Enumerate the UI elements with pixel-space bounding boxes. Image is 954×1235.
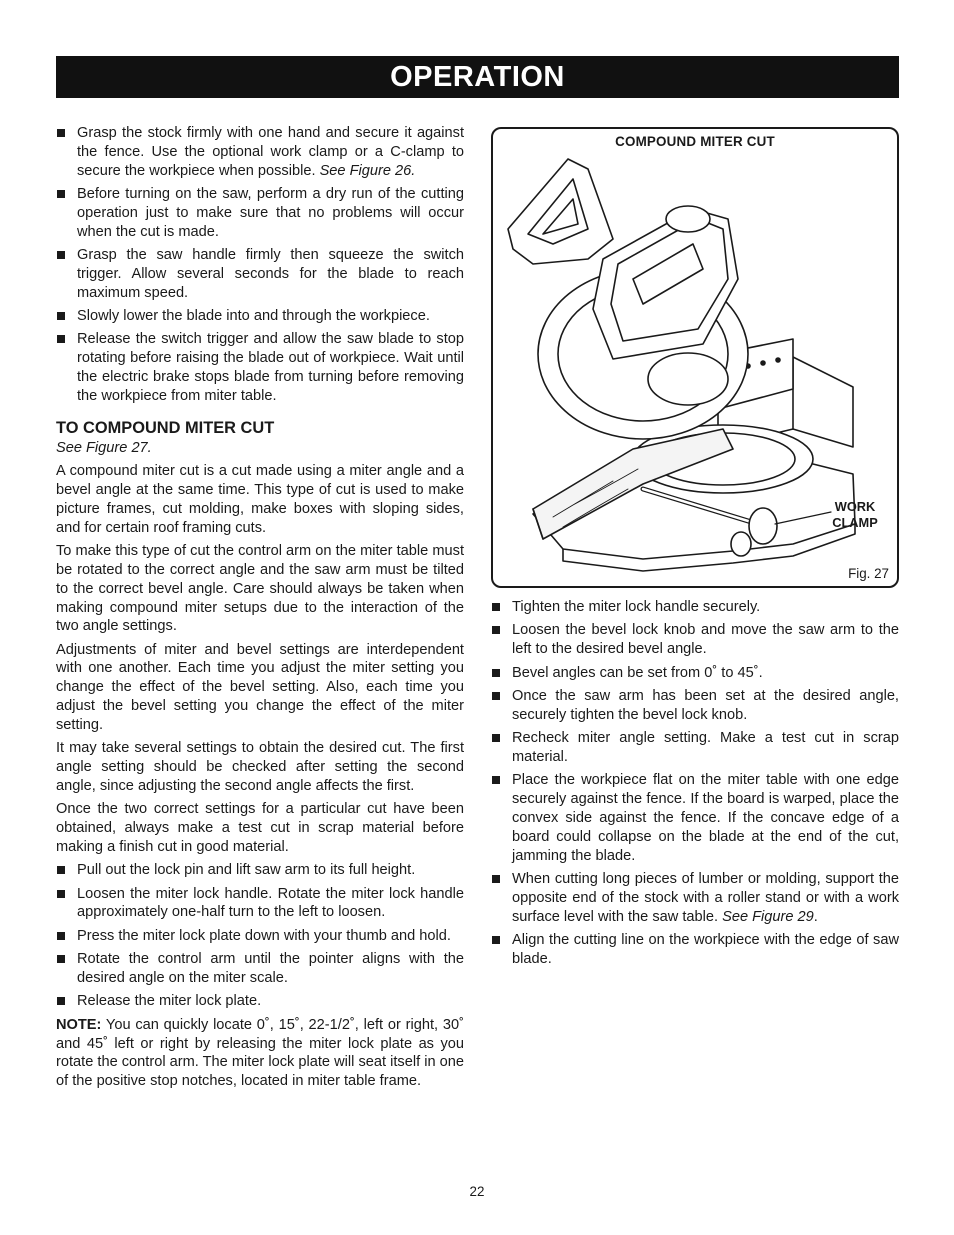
list-item: Press the miter lock plate down with your thumb and hold. bbox=[56, 927, 464, 946]
list-item: Release the switch trigger and allow the saw blade to stop rotating before raising the blade out of workpiece. Wait until the electric brake stops blade from turning before removing the workpiece from miter table. bbox=[56, 330, 464, 405]
paragraph: A compound miter cut is a cut made using a miter angle and a bevel angle at the same time. This type of cut is used to make picture frames, cut molding, make boxes with sloping sides, and for certain roof framing cuts. bbox=[56, 463, 464, 536]
list-item: Recheck miter angle setting. Make a test cut in scrap material. bbox=[491, 729, 899, 767]
bullet-list-right bbox=[491, 598, 899, 969]
list-item: Bevel angles can be set from 0˚ to 45˚. bbox=[491, 664, 899, 683]
list-item: Once the saw arm has been set at the desired angle, securely tighten the bevel lock knob. bbox=[491, 687, 899, 725]
saw-handle bbox=[508, 159, 613, 264]
work-clamp-label: WORK CLAMP bbox=[832, 499, 878, 530]
lower-guard bbox=[648, 353, 728, 405]
bullet-list-bottom bbox=[56, 861, 464, 1011]
note-label: NOTE: bbox=[56, 1016, 102, 1033]
list-item: Align the cutting line on the workpiece with the edge of saw blade. bbox=[491, 931, 899, 969]
list-item: Tighten the miter lock handle securely. bbox=[491, 598, 899, 617]
list-item: Grasp the stock firmly with one hand and secure it against the fence. Use the optional work clamp or a C-clamp to secure the workpiece when possible. See Figure 26. bbox=[56, 124, 464, 180]
list-item: Slowly lower the blade into and through the workpiece. bbox=[56, 307, 464, 326]
clamp-knob bbox=[749, 508, 777, 544]
paragraph: It may take several settings to obtain the desired cut. The first angle setting should be checked after setting the second angle, since adjusting the second angle affects the first. bbox=[56, 740, 464, 794]
figure-number: Fig. 27 bbox=[848, 566, 889, 581]
motor-end-cap bbox=[666, 206, 710, 232]
page-number: 22 bbox=[469, 1184, 485, 1199]
paragraph: Once the two correct settings for a particular cut have been obtained, always make a test cut in scrap material before making a finish cut in good material. bbox=[56, 801, 464, 855]
list-item: Rotate the control arm until the pointer aligns with the desired angle on the miter scale. bbox=[56, 950, 464, 988]
list-item: Place the workpiece flat on the miter table with one edge securely against the fence. If the board is warped, place the convex side against the fence. If the concave edge of a board could collapse on the blade at the end of the cut, jamming the blade. bbox=[491, 771, 899, 865]
paragraph: Adjustments of miter and bevel settings are interdependent with one another. Each time you adjust the miter setting you change the effect of the bevel setting. Also, each time you adjust the bevel setting you change the effect of the miter setting. bbox=[56, 641, 464, 733]
paragraph: To make this type of cut the control arm on the miter table must be rotated to the correct angle and the saw arm must be tilted to the correct bevel angle. Care should always be taken when making compound miter setups due to the interaction of the two angle settings. bbox=[56, 543, 464, 635]
list-item: When cutting long pieces of lumber or molding, support the opposite end of the stock with a roller stand or with a work surface level with the saw table. See Figure 29. bbox=[491, 870, 899, 926]
section-header: OPERATION bbox=[56, 56, 899, 98]
figure-reference: See Figure 27. bbox=[56, 439, 152, 456]
list-item: Release the miter lock plate. bbox=[56, 992, 464, 1011]
list-item: Grasp the saw handle firmly then squeeze the switch trigger. Allow several seconds for the blade to reach maximum speed. bbox=[56, 246, 464, 302]
section-heading: TO COMPOUND MITER CUT bbox=[56, 418, 275, 437]
figure-reference: See Figure 29 bbox=[722, 908, 814, 925]
list-item: Before turning on the saw, perform a dry run of the cutting operation just to make sure that no problems will occur when the cut is made. bbox=[56, 185, 464, 241]
figure-title: COMPOUND MITER CUT bbox=[615, 134, 775, 149]
figure-reference: See Figure 26. bbox=[319, 162, 416, 179]
bullet-list-top bbox=[56, 124, 464, 406]
right-column bbox=[491, 598, 899, 973]
figure-27 bbox=[491, 127, 899, 588]
list-item: Loosen the bevel lock knob and move the saw arm to the left to the desired bevel angle. bbox=[491, 621, 899, 659]
left-column bbox=[56, 124, 464, 1096]
list-item: Pull out the lock pin and lift saw arm to its full height. bbox=[56, 861, 464, 880]
note-text: You can quickly locate 0˚, 15˚, 22-1/2˚, left or right, 30˚ and 45˚ left or right by releasing the miter lock plate as you rotate the control arm. The miter lock plate will seat itself in one of the positive stop notches, located in miter table frame. bbox=[56, 1016, 464, 1090]
list-item: Loosen the miter lock handle. Rotate the miter lock handle approximately one-half turn to the left to loosen. bbox=[56, 885, 464, 923]
note-paragraph bbox=[56, 1016, 464, 1091]
